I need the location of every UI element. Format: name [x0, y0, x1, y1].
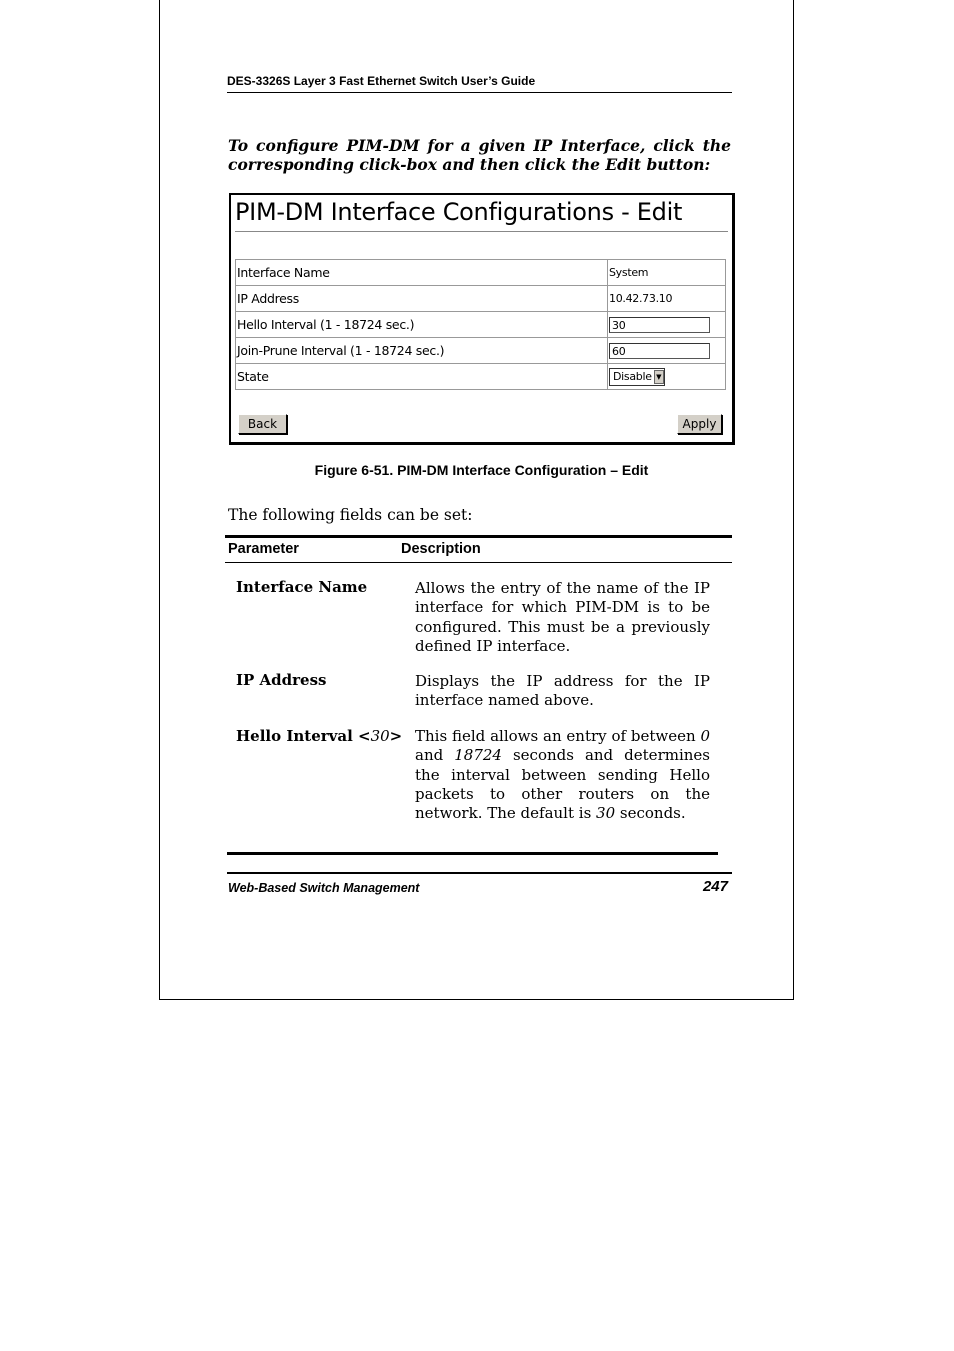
back-button[interactable]: Back — [238, 414, 287, 434]
table-top-rule — [225, 535, 732, 538]
param-name: IP Address — [236, 671, 327, 689]
ip-address-value: 10.42.73.10 — [608, 286, 726, 312]
footer-rule — [227, 872, 732, 874]
state-select[interactable] — [609, 368, 665, 386]
state-select-value: Disable — [613, 369, 652, 383]
column-header-description: Description — [401, 541, 481, 557]
table-header-rule — [225, 562, 732, 563]
param-name: Interface Name — [236, 578, 368, 596]
param-description: Allows the entry of the name of the IP interface for which PIM-DM is to be configured. This must be a previously defined IP interface. — [415, 579, 710, 655]
running-header: DES-3326S Layer 3 Fast Ethernet Switch User’s Guide — [227, 74, 732, 93]
panel-title: PIM-DM Interface Configurations - Edit — [235, 198, 683, 226]
table-row — [236, 260, 726, 286]
figure-caption: Figure 6-51. PIM-DM Interface Configuration – Edit — [314, 462, 649, 478]
table-row — [236, 312, 726, 338]
param-description: Displays the IP address for the IP interface named above. — [415, 672, 710, 710]
page-number: 247 — [702, 878, 728, 895]
param-name-hello-interval: Hello Interval <30> — [236, 727, 403, 745]
footer-title: Web-Based Switch Management — [228, 881, 420, 895]
row-label: IP Address — [236, 286, 608, 312]
row-label: Hello Interval (1 - 18724 sec.) — [236, 312, 608, 338]
table-row — [236, 364, 726, 390]
column-header-parameter: Parameter — [228, 541, 299, 557]
screenshot-panel — [229, 193, 735, 445]
table-bottom-rule — [227, 852, 718, 855]
fields-intro: The following fields can be set: — [228, 506, 473, 524]
title-divider — [235, 231, 728, 232]
row-label: Join-Prune Interval (1 - 18724 sec.) — [236, 338, 608, 364]
row-label: Interface Name — [236, 260, 608, 286]
join-prune-interval-input[interactable]: 60 — [609, 343, 710, 359]
apply-button[interactable]: Apply — [677, 414, 722, 434]
chevron-down-icon: ▼ — [654, 370, 664, 384]
interface-name-value: System — [608, 260, 726, 286]
hello-interval-input[interactable]: 30 — [609, 317, 710, 333]
table-row — [236, 338, 726, 364]
param-description-hello-interval: This field allows an entry of between 0 and 18724 seconds and determines the interval between sending Hello packets to other routers on the network. The default is 30 seconds. — [415, 727, 710, 823]
row-label: State — [236, 364, 608, 390]
intro-text: To configure PIM-DM for a given IP Interface, click the corresponding click-box and then click the Edit button: — [228, 136, 731, 174]
table-row — [236, 286, 726, 312]
config-table — [235, 259, 726, 390]
